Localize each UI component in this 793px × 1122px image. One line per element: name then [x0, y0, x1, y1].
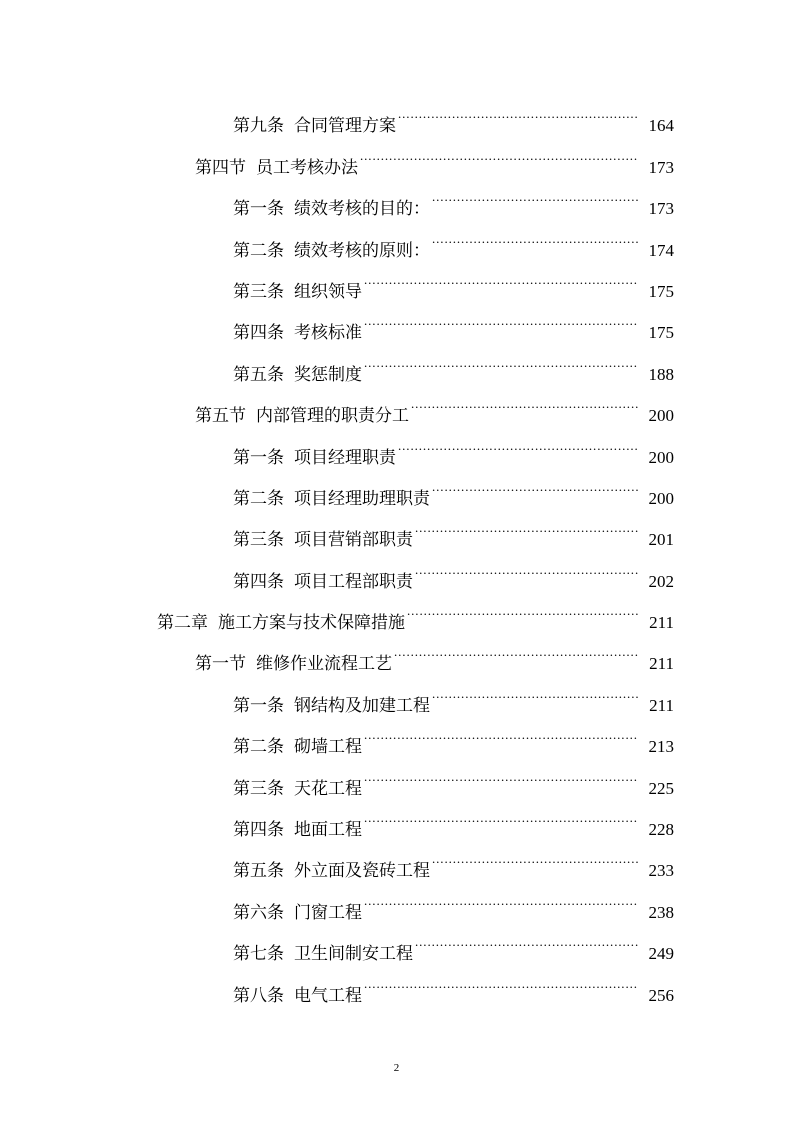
toc-entry-title: 卫生间制安工程 [294, 944, 413, 965]
toc-dot-leader [432, 463, 638, 504]
toc-dot-leader [364, 711, 638, 752]
toc-entry-title: 项目营销部职责 [294, 530, 413, 551]
toc-entry-number: 第一条 [233, 695, 284, 716]
toc-entry-page: 175 [648, 281, 674, 301]
toc-entry-number: 第四条 [233, 820, 284, 841]
toc-entry-number: 第五条 [233, 861, 284, 882]
toc-entry[interactable] [233, 752, 793, 799]
toc-entry[interactable] [233, 504, 793, 551]
toc-entry[interactable] [233, 794, 793, 841]
toc-entry-title: 钢结构及加建工程 [294, 695, 430, 716]
toc-entry-title: 绩效考核的原则： [294, 240, 430, 261]
toc-entry-page: 175 [648, 323, 674, 343]
toc-entry[interactable] [157, 587, 793, 634]
toc-entry-page: 202 [648, 571, 674, 591]
toc-dot-leader [364, 959, 638, 1000]
toc-entry-title: 施工方案与技术保障措施 [218, 613, 405, 634]
toc-entry-page: 225 [648, 778, 674, 798]
toc-entry-page: 164 [648, 116, 674, 136]
toc-entry-title: 电气工程 [294, 985, 362, 1006]
toc-dot-leader [415, 918, 638, 959]
toc-entry-title: 门窗工程 [294, 902, 362, 923]
toc-entry-title: 地面工程 [294, 820, 362, 841]
toc-entry-title: 奖惩制度 [294, 364, 362, 385]
toc-entry-page: 174 [648, 240, 674, 260]
toc-dot-leader [364, 876, 638, 917]
toc-entry[interactable] [233, 669, 793, 716]
toc-entry-title: 内部管理的职责分工 [256, 406, 409, 427]
toc-entry-title: 组织领导 [294, 281, 362, 302]
toc-dot-leader [432, 214, 638, 255]
toc-entry[interactable] [233, 90, 793, 137]
toc-dot-leader [432, 835, 638, 876]
toc-entry[interactable] [233, 918, 793, 965]
toc-entry[interactable] [233, 421, 793, 468]
toc-entry[interactable] [233, 256, 793, 302]
toc-entry-number: 第三条 [233, 778, 284, 799]
toc-entry[interactable] [233, 338, 793, 385]
toc-entry-page: 173 [648, 199, 674, 219]
toc-entry-page: 249 [648, 944, 674, 964]
toc-entry-title: 项目工程部职责 [294, 571, 413, 592]
toc-entry-number: 第二条 [233, 737, 284, 758]
toc-entry-title: 项目经理职责 [294, 447, 396, 468]
toc-dot-leader [398, 421, 638, 462]
toc-dot-leader [432, 173, 638, 214]
toc-dot-leader [394, 628, 638, 669]
toc-entry[interactable] [233, 835, 793, 882]
toc-entry-number: 第四条 [233, 571, 284, 592]
toc-entry[interactable] [195, 380, 793, 427]
toc-entry-page: 228 [648, 820, 674, 840]
toc-dot-leader [364, 256, 638, 297]
toc-dot-leader [398, 90, 638, 131]
toc-dot-leader [415, 545, 638, 586]
toc-entry[interactable] [195, 628, 793, 675]
toc-entry-title: 考核标准 [294, 323, 362, 344]
toc-dot-leader [364, 752, 638, 793]
toc-entry-number: 第二章 [157, 613, 208, 634]
toc-entry-number: 第三条 [233, 281, 284, 302]
toc-entry-number: 第八条 [233, 985, 284, 1006]
toc-entry[interactable] [233, 959, 793, 1006]
toc-entry[interactable] [195, 131, 793, 178]
toc-entry-number: 第四节 [195, 157, 246, 178]
toc-entry-page: 211 [649, 654, 674, 674]
toc-entry-number: 第一节 [195, 654, 246, 675]
toc-entry-number: 第二条 [233, 488, 284, 509]
toc-entry-title: 员工考核办法 [256, 157, 358, 178]
toc-dot-leader [415, 504, 638, 545]
toc-entry-page: 173 [648, 157, 674, 177]
toc-entry-number: 第一条 [233, 199, 284, 220]
toc-entry[interactable] [233, 545, 793, 592]
toc-dot-leader [432, 669, 638, 710]
toc-entry-title: 外立面及瓷砖工程 [294, 861, 430, 882]
table-of-contents [0, 90, 793, 1006]
toc-dot-leader [364, 297, 638, 338]
toc-dot-leader [364, 794, 638, 835]
toc-entry-number: 第七条 [233, 944, 284, 965]
toc-entry-page: 201 [648, 530, 674, 550]
toc-entry-page: 211 [649, 695, 674, 715]
toc-entry[interactable] [233, 711, 793, 758]
toc-entry-page: 200 [648, 488, 674, 508]
toc-entry-page: 200 [648, 406, 674, 426]
toc-entry-title: 维修作业流程工艺 [256, 654, 392, 675]
toc-entry-number: 第二条 [233, 240, 284, 261]
toc-entry[interactable] [233, 173, 793, 220]
toc-entry[interactable] [233, 297, 793, 344]
toc-entry-title: 项目经理助理职责 [294, 488, 430, 509]
toc-entry-number: 第五条 [233, 364, 284, 385]
toc-entry-title: 绩效考核的目的： [294, 199, 430, 220]
toc-entry-number: 第三条 [233, 530, 284, 551]
toc-entry-page: 256 [648, 985, 674, 1005]
toc-entry-title: 砌墙工程 [294, 737, 362, 758]
toc-entry-title: 天花工程 [294, 778, 362, 799]
toc-entry-number: 第五节 [195, 406, 246, 427]
toc-entry-page: 188 [648, 364, 674, 384]
toc-entry[interactable] [233, 876, 793, 923]
toc-entry[interactable] [233, 463, 793, 509]
page-number: 2 [393, 1062, 400, 1074]
toc-entry-page: 238 [648, 902, 674, 922]
toc-entry-page: 233 [648, 861, 674, 881]
toc-entry-number: 第一条 [233, 447, 284, 468]
toc-entry[interactable] [233, 214, 793, 261]
toc-entry-number: 第六条 [233, 902, 284, 923]
toc-dot-leader [360, 131, 638, 172]
toc-entry-title: 合同管理方案 [294, 116, 396, 137]
toc-entry-page: 200 [648, 447, 674, 467]
toc-entry-number: 第九条 [233, 116, 284, 137]
toc-dot-leader [407, 587, 638, 628]
toc-entry-number: 第四条 [233, 323, 284, 344]
toc-entry-page: 211 [649, 613, 674, 633]
toc-entry-page: 213 [648, 737, 674, 757]
toc-dot-leader [364, 338, 638, 379]
toc-dot-leader [411, 380, 638, 421]
